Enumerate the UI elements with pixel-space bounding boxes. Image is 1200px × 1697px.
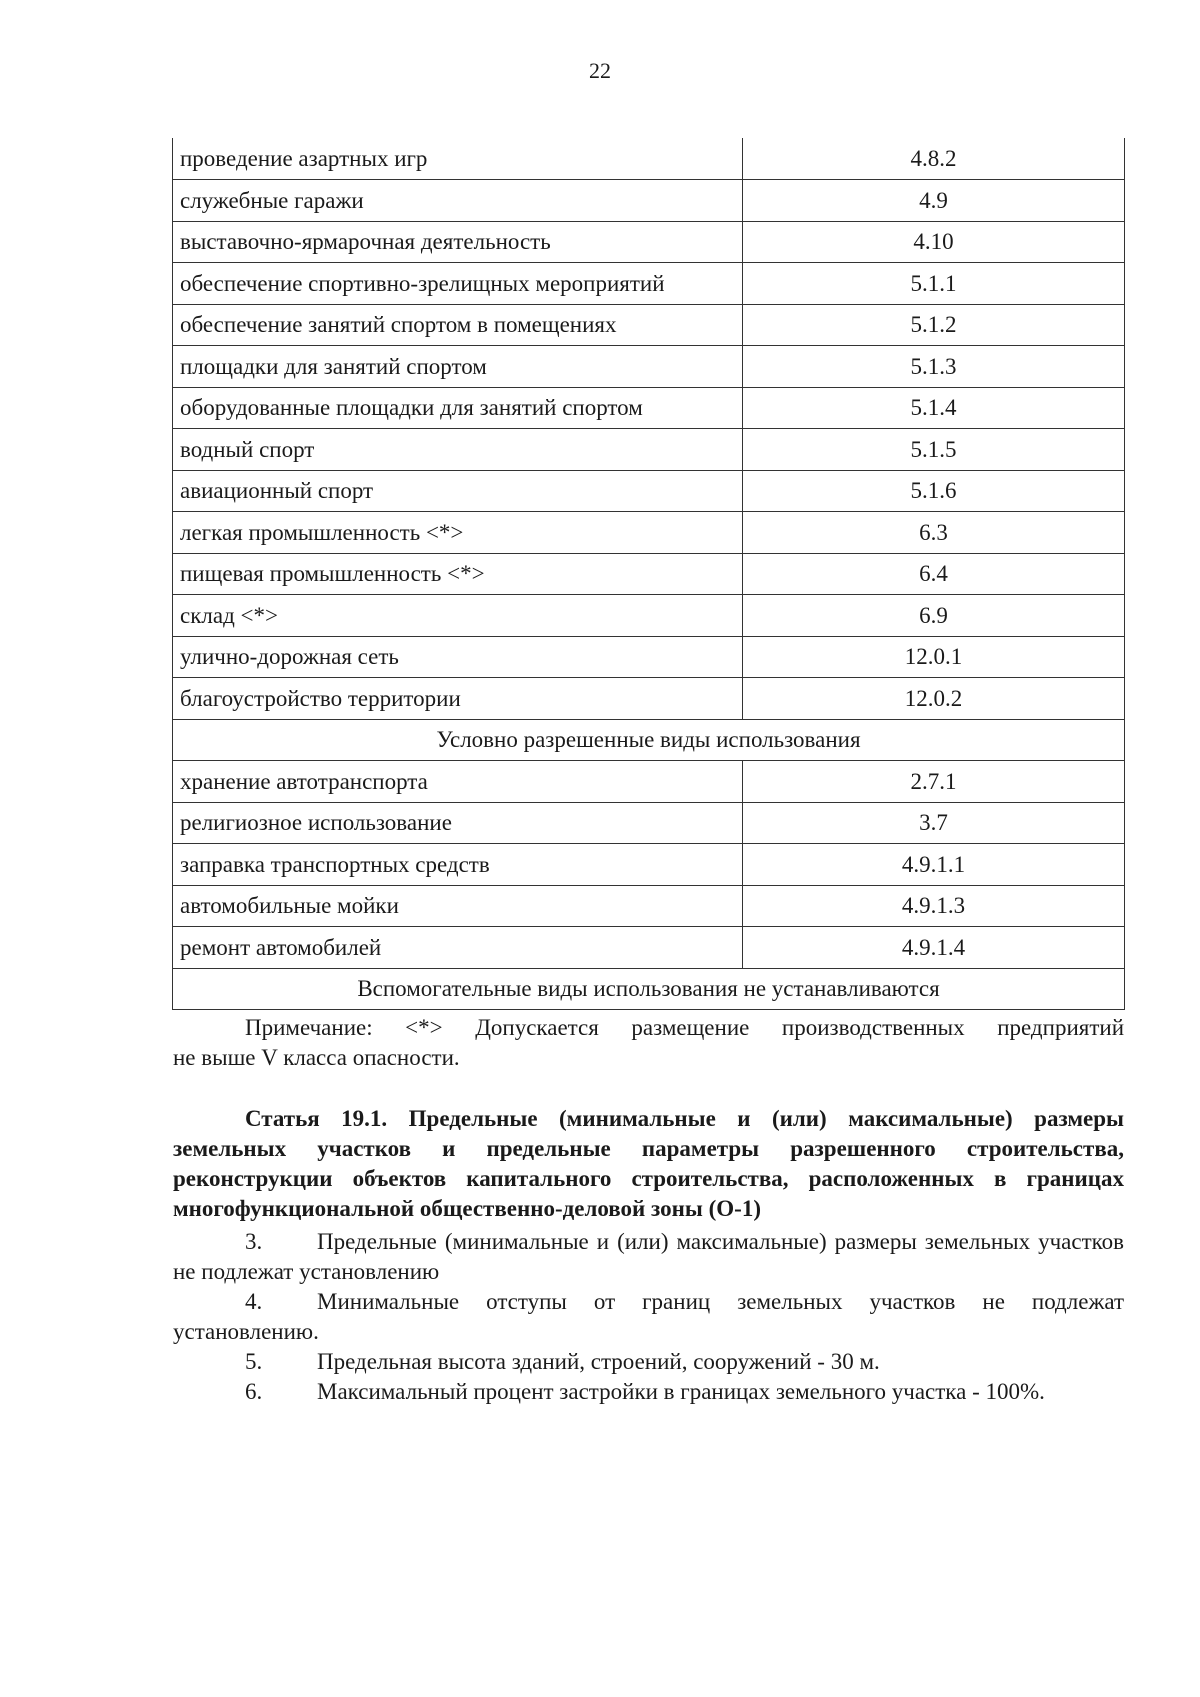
table-row <box>173 761 1125 803</box>
table-row <box>173 636 1125 678</box>
table-row <box>173 595 1125 637</box>
use-name: выставочно-ярмарочная деятельность <box>173 221 743 263</box>
clause-number: 6. <box>245 1379 263 1404</box>
clause-number: 5. <box>245 1349 263 1374</box>
use-code: 4.9 <box>743 180 1125 222</box>
use-name: оборудованные площадки для занятий спортом <box>173 387 743 429</box>
use-code: 6.4 <box>743 553 1125 595</box>
clause-text: Минимальные отступы от границ земельных участков не подлежат установлению. <box>173 1289 1124 1344</box>
table-row <box>173 138 1125 180</box>
article-title: Статья 19.1. Предельные (минимальные и (или) максимальные) размеры земельных участков и предельные параметры разрешенного строительства, реконструкции объектов капитального строительства, расположенных в границах многофункциональной общественно-деловой зоны (О-1) <box>173 1106 1124 1221</box>
use-name: религиозное использование <box>173 802 743 844</box>
clause-list <box>173 1227 1124 1407</box>
use-code: 4.9.1.4 <box>743 927 1125 969</box>
use-code: 5.1.2 <box>743 304 1125 346</box>
table-row <box>173 304 1125 346</box>
section-row <box>173 719 1125 761</box>
use-name: склад <*> <box>173 595 743 637</box>
use-code: 4.9.1.3 <box>743 885 1125 927</box>
use-code: 12.0.1 <box>743 636 1125 678</box>
use-code: 5.1.4 <box>743 387 1125 429</box>
clause-text: Максимальный процент застройки в границах земельного участка - 100%. <box>317 1379 1045 1404</box>
table-row <box>173 512 1125 554</box>
table-row <box>173 553 1125 595</box>
land-use-table <box>172 138 1125 1010</box>
use-name: легкая промышленность <*> <box>173 512 743 554</box>
use-name: ремонт автомобилей <box>173 927 743 969</box>
clause-item <box>173 1287 1124 1347</box>
clause-number: 3. <box>245 1229 263 1254</box>
clause-item <box>173 1227 1124 1287</box>
section-header-conditional: Условно разрешенные виды использования <box>173 719 1125 761</box>
use-name: заправка транспортных средств <box>173 844 743 886</box>
table-row <box>173 678 1125 720</box>
use-name: хранение автотранспорта <box>173 761 743 803</box>
clause-number: 4. <box>245 1289 263 1314</box>
use-name: пищевая промышленность <*> <box>173 553 743 595</box>
table-note <box>173 1013 1124 1073</box>
table-row <box>173 387 1125 429</box>
use-name: площадки для занятий спортом <box>173 346 743 388</box>
use-code: 6.3 <box>743 512 1125 554</box>
table-row <box>173 221 1125 263</box>
page-number: 22 <box>589 58 611 83</box>
clause-text: Предельные (минимальные и (или) максимальные) размеры земельных участков не подлежат установлению <box>173 1229 1124 1284</box>
note-line: не выше V класса опасности. <box>173 1045 460 1070</box>
section-header-auxiliary: Вспомогательные виды использования не устанавливаются <box>173 968 1125 1010</box>
use-name: благоустройство территории <box>173 678 743 720</box>
use-code: 12.0.2 <box>743 678 1125 720</box>
use-code: 4.10 <box>743 221 1125 263</box>
table-row <box>173 429 1125 471</box>
use-name: улично-дорожная сеть <box>173 636 743 678</box>
use-name: обеспечение спортивно-зрелищных мероприятий <box>173 263 743 305</box>
use-code: 4.8.2 <box>743 138 1125 180</box>
use-code: 6.9 <box>743 595 1125 637</box>
use-name: обеспечение занятий спортом в помещениях <box>173 304 743 346</box>
use-code: 5.1.1 <box>743 263 1125 305</box>
use-name: служебные гаражи <box>173 180 743 222</box>
use-name: автомобильные мойки <box>173 885 743 927</box>
use-code: 5.1.6 <box>743 470 1125 512</box>
section-row <box>173 968 1125 1010</box>
note-line: Примечание: <*> Допускается размещение производственных предприятий <box>245 1015 1124 1040</box>
table-row <box>173 263 1125 305</box>
table-row <box>173 844 1125 886</box>
clause-text: Предельная высота зданий, строений, сооружений - 30 м. <box>317 1349 880 1374</box>
use-code: 3.7 <box>743 802 1125 844</box>
use-code: 4.9.1.1 <box>743 844 1125 886</box>
table-row <box>173 346 1125 388</box>
use-code: 5.1.5 <box>743 429 1125 471</box>
table-row <box>173 470 1125 512</box>
use-code: 2.7.1 <box>743 761 1125 803</box>
table-row <box>173 180 1125 222</box>
use-name: авиационный спорт <box>173 470 743 512</box>
table-row <box>173 802 1125 844</box>
use-name: водный спорт <box>173 429 743 471</box>
article-heading-block <box>173 1104 1124 1224</box>
table-row <box>173 885 1125 927</box>
use-name: проведение азартных игр <box>173 138 743 180</box>
clause-item <box>173 1347 1124 1377</box>
table-row <box>173 927 1125 969</box>
clause-item <box>173 1377 1124 1407</box>
use-code: 5.1.3 <box>743 346 1125 388</box>
